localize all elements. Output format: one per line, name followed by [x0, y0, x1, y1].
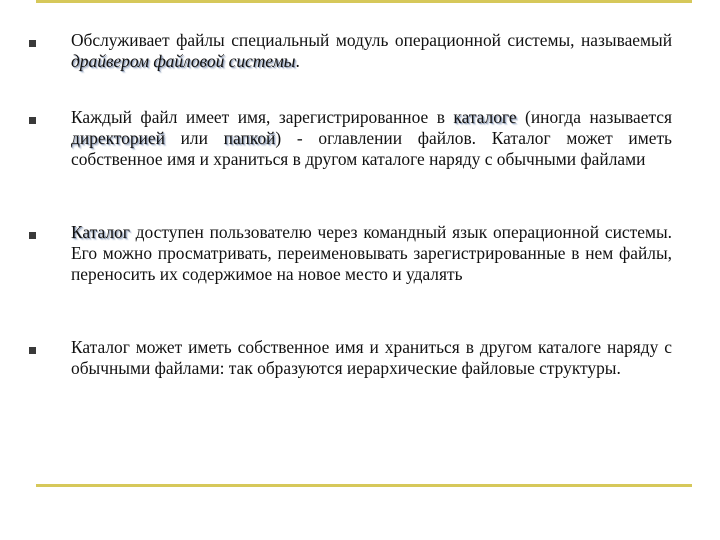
term-directory: директорией	[71, 128, 165, 148]
top-divider	[36, 0, 692, 3]
square-bullet-icon	[29, 232, 36, 239]
bullet-item-1	[71, 30, 672, 72]
square-bullet-icon	[29, 117, 36, 124]
bullet-2-mid-1: (иногда называется	[516, 107, 672, 127]
bullet-4-text: Каталог может иметь собственное имя и храниться в другом каталоге наряду с обычными файлами: так образуются иерархические файловые структуры.	[71, 337, 672, 378]
bullet-2-text: Каждый файл имеет имя, зарегистрированное в	[71, 107, 454, 127]
bullet-item-3	[71, 222, 672, 285]
square-bullet-icon	[29, 347, 36, 354]
bottom-divider	[36, 484, 692, 487]
bullet-1-tail: .	[295, 51, 300, 71]
bullet-2-tail: ) - оглавлении файлов. Каталог может иметь собственное имя и храниться в другом каталоге наряду с обычными файлами	[71, 128, 672, 169]
term-file-system-driver: драйвером файловой системы	[71, 51, 296, 71]
bullet-item-2	[71, 107, 672, 170]
bullet-3-text: доступен пользователю через командный язык операционной системы. Его можно просматривать, переименовывать зарегистрированные в нем файлы, переносить их содержимое на новое место и удалять	[71, 222, 672, 284]
term-folder: папкой	[223, 128, 276, 148]
bullet-2-mid-2: или	[164, 128, 224, 148]
bullet-1-text: Обслуживает файлы специальный модуль операционной системы, называемый	[71, 30, 672, 50]
term-catalog: Каталог	[71, 222, 130, 242]
term-catalog: каталоге	[453, 107, 517, 127]
square-bullet-icon	[29, 40, 36, 47]
bullet-item-4	[71, 337, 672, 379]
